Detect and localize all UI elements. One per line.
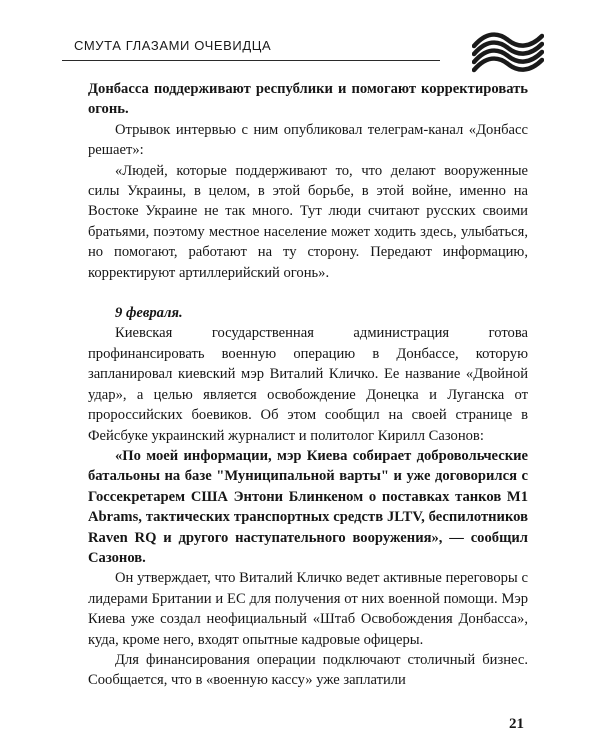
header-rule <box>62 60 440 61</box>
waves-logo-icon <box>472 30 544 74</box>
date-heading: 9 февраля. <box>115 305 183 322</box>
paragraph-interview-intro: Отрывок интервью с ним опубликовал телеграм-канал «Донбасс решает»: <box>88 121 528 159</box>
body-text <box>88 79 528 691</box>
quote-sazonov: «По моей информации, мэр Киева собирает добровольческие батальоны на базе "Муниципальной варты" и уже договорился с Госсекретарем США Энтони Блинкеном о поставках танков M1 Abrams, тактических транспортных средств JLTV, беспилотников Raven RQ и другого наступательного вооружения», — сообщил Сазонов. <box>88 447 528 566</box>
paragraph-kyiv-administration: Киевская государственная администрация готова профинансировать военную операцию в Донбассе, которую запланировал киевский мэр Виталий Кличко. Ее название «Двойной удар», а целью является освобождение Донецка и Луганска от пророссийских боевиков. Об этом сообщил на своей странице в Фейсбуке украинский журналист и политолог Кирилл Сазонов: <box>88 325 528 444</box>
paragraph-gap <box>88 283 528 303</box>
running-title: СМУТА ГЛАЗАМИ ОЧЕВИДЦА <box>74 38 272 53</box>
page-header <box>62 28 540 72</box>
paragraph-continued: Донбасса поддерживают республики и помогают корректировать огонь. <box>88 81 528 118</box>
quote-interview: «Людей, которые поддерживают то, что делают вооруженные силы Украины, в целом, в этой борьбе, в этой войне, именно на Востоке Украине не так много. Тут люди считают русских своими братьями, поэтому местное население может ходить здесь, улыбаться, но помогают, работают на ту сторону. Передают информацию, корректируют артиллерийский огонь». <box>88 162 528 281</box>
paragraph-klitschko-talks: Он утверждает, что Виталий Кличко ведет активные переговоры с лидерами Британии и ЕС для получения от них военной помощи. Мэр Киева уже создал неофициальный «Штаб Освобождения Донбасса», куда, кроме него, входят опытные кадровые офицеры. <box>88 570 528 648</box>
page-number: 21 <box>509 716 524 732</box>
paragraph-financing: Для финансирования операции подключают столичный бизнес. Сообщается, что в «военную кассу» уже заплатили <box>88 651 528 689</box>
